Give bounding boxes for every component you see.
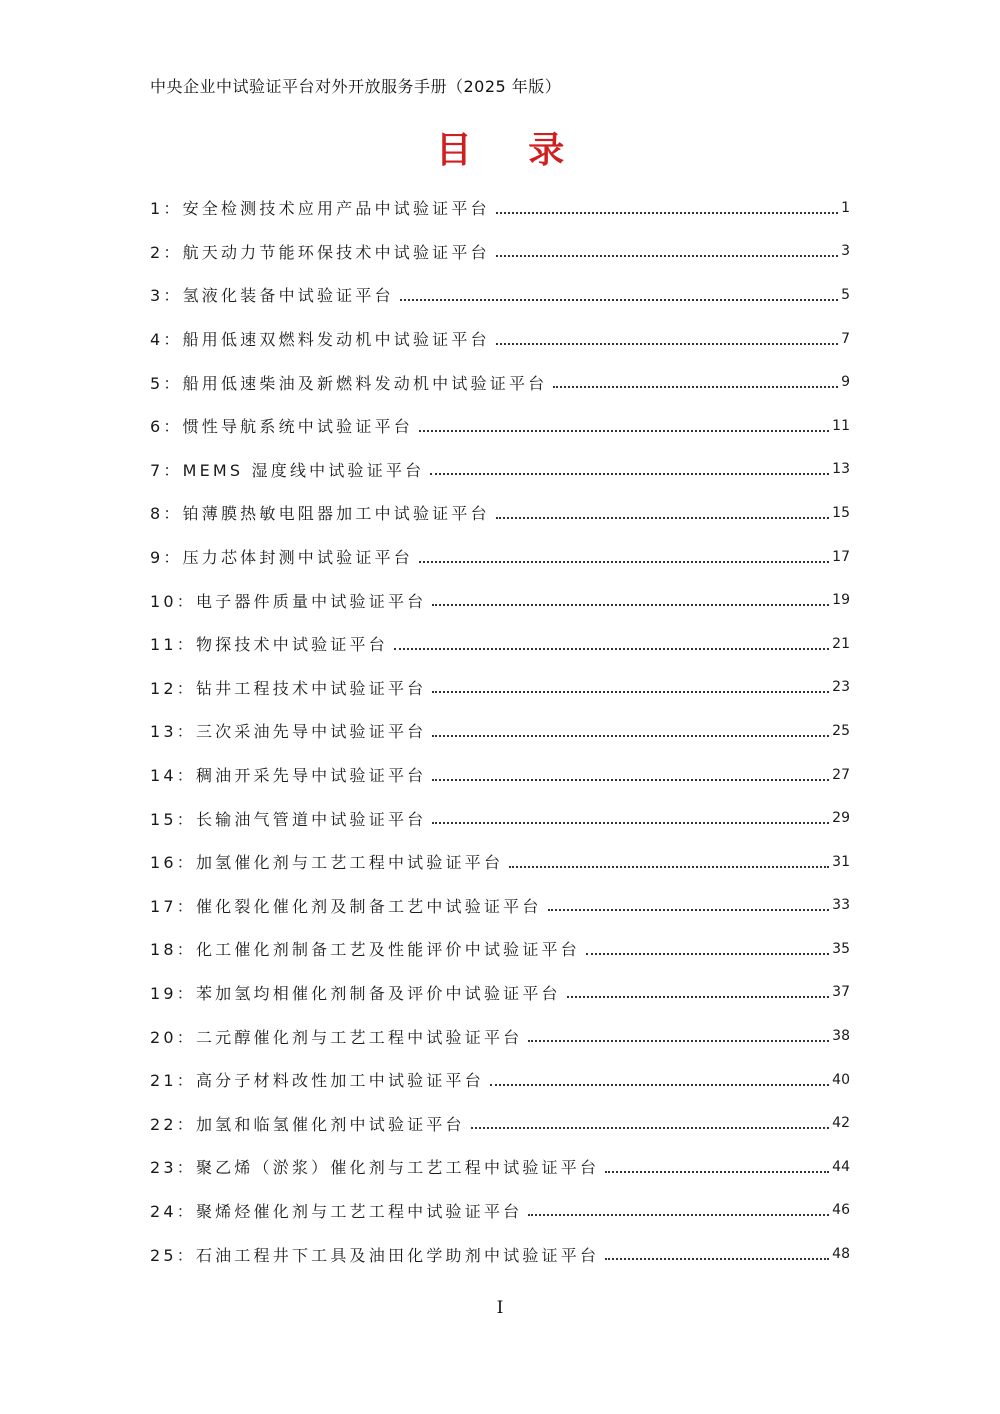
toc-entry-label: 16：加氢催化剂与工艺工程中试验证平台 [150,853,504,873]
toc-entry[interactable] [150,1145,850,1189]
toc-entry-page: 11 [832,417,850,434]
toc-dot-leader [586,953,829,955]
toc-entry-page: 13 [832,461,850,478]
toc-entry[interactable] [150,1101,850,1145]
toc-entry-label: 10：电子器件质量中试验证平台 [150,591,427,611]
toc-entry-page: 33 [832,897,850,914]
toc-entry-label: 23：聚乙烯（淤浆）催化剂与工艺工程中试验证平台 [150,1158,600,1178]
toc-entry-page: 38 [832,1028,850,1045]
toc-entry-label: 3：氢液化装备中试验证平台 [150,286,394,306]
toc-entry-page: 15 [832,504,850,521]
toc-entry-label: 7：MEMS 湿度线中试验证平台 [150,460,425,480]
toc-entry-page: 40 [832,1071,850,1088]
running-header: 中央企业中试验证平台对外开放服务手册（2025 年版） [150,77,562,96]
toc-dot-leader [490,1084,829,1086]
toc-entry-label: 9：压力芯体封测中试验证平台 [150,548,413,568]
toc-entry[interactable] [150,709,850,753]
toc-entry-page: 31 [832,853,850,870]
toc-entry[interactable] [150,317,850,361]
toc-entry[interactable] [150,666,850,710]
toc-entry[interactable] [150,971,850,1015]
toc-entry-label: 20：二元醇催化剂与工艺工程中试验证平台 [150,1027,523,1047]
toc-dot-leader [496,517,829,519]
toc-dot-leader [528,1040,829,1042]
toc-dot-leader [432,822,829,824]
toc-entry-label: 18：化工催化剂制备工艺及性能评价中试验证平台 [150,940,580,960]
toc-dot-leader [432,735,829,737]
toc-entry-page: 48 [832,1246,850,1263]
toc-entry[interactable] [150,404,850,448]
toc-dot-leader [394,648,829,650]
toc-entry-label: 8：铂薄膜热敏电阻器加工中试验证平台 [150,504,490,524]
toc-entry[interactable] [150,360,850,404]
toc-entry-page: 7 [841,330,850,347]
toc-dot-leader [419,561,829,563]
toc-list [150,186,850,1276]
toc-entry[interactable] [150,1058,850,1102]
toc-dot-leader [400,299,838,301]
toc-dot-leader [471,1127,829,1129]
toc-entry[interactable] [150,796,850,840]
toc-entry-label: 2：航天动力节能环保技术中试验证平台 [150,242,490,262]
toc-entry[interactable] [150,840,850,884]
toc-entry[interactable] [150,535,850,579]
toc-dot-leader [548,909,830,911]
toc-entry-label: 24：聚烯烃催化剂与工艺工程中试验证平台 [150,1201,523,1221]
toc-entry-page: 17 [832,548,850,565]
toc-dot-leader [509,866,829,868]
toc-dot-leader [567,996,829,998]
toc-entry-label: 19：苯加氢均相催化剂制备及评价中试验证平台 [150,983,561,1003]
toc-entry[interactable] [150,927,850,971]
toc-dot-leader [432,604,829,606]
toc-dot-leader [432,779,829,781]
toc-title: 目 录 [435,130,587,171]
toc-entry[interactable] [150,578,850,622]
page-number: I [496,1298,504,1318]
toc-entry[interactable] [150,622,850,666]
toc-entry-label: 1：安全检测技术应用产品中试验证平台 [150,199,490,219]
toc-entry-label: 22：加氢和临氢催化剂中试验证平台 [150,1114,465,1134]
toc-entry-label: 17：催化裂化催化剂及制备工艺中试验证平台 [150,896,542,916]
toc-entry-page: 25 [832,722,850,739]
toc-entry-label: 15：长输油气管道中试验证平台 [150,809,427,829]
toc-entry-page: 44 [832,1158,850,1175]
toc-entry-page: 42 [832,1115,850,1132]
toc-entry[interactable] [150,1014,850,1058]
toc-entry-page: 29 [832,810,850,827]
toc-entry-label: 5：船用低速柴油及新燃料发动机中试验证平台 [150,373,548,393]
toc-entry[interactable] [150,230,850,274]
toc-dot-leader [605,1258,829,1260]
toc-dot-leader [496,343,838,345]
toc-dot-leader [419,430,829,432]
toc-dot-leader [605,1171,829,1173]
toc-entry-page: 19 [832,592,850,609]
toc-entry-label: 6：惯性导航系统中试验证平台 [150,417,413,437]
toc-entry[interactable] [150,884,850,928]
toc-entry[interactable] [150,273,850,317]
toc-dot-leader [496,255,838,257]
toc-entry-page: 27 [832,766,850,783]
toc-entry[interactable] [150,448,850,492]
toc-dot-leader [496,212,838,214]
toc-entry[interactable] [150,1232,850,1276]
toc-entry-page: 5 [841,286,850,303]
toc-dot-leader [528,1214,829,1216]
toc-entry-page: 37 [832,984,850,1001]
toc-entry-label: 25：石油工程井下工具及油田化学助剂中试验证平台 [150,1245,600,1265]
toc-entry-label: 21：高分子材料改性加工中试验证平台 [150,1071,484,1091]
toc-entry-label: 14：稠油开采先导中试验证平台 [150,766,427,786]
toc-entry-label: 13：三次采油先导中试验证平台 [150,722,427,742]
toc-entry-page: 23 [832,679,850,696]
toc-entry-page: 1 [841,199,850,216]
toc-entry[interactable] [150,1189,850,1233]
toc-entry-page: 9 [841,374,850,391]
toc-entry-page: 46 [832,1202,850,1219]
toc-dot-leader [430,473,829,475]
toc-entry[interactable] [150,491,850,535]
toc-entry-page: 35 [832,940,850,957]
toc-entry-label: 4：船用低速双燃料发动机中试验证平台 [150,330,490,350]
toc-entry-page: 21 [832,635,850,652]
toc-entry-page: 3 [841,243,850,260]
toc-dot-leader [432,691,829,693]
toc-dot-leader [553,386,838,388]
toc-entry-label: 11：物探技术中试验证平台 [150,635,388,655]
toc-entry-label: 12：钻井工程技术中试验证平台 [150,678,427,698]
toc-entry[interactable] [150,753,850,797]
toc-entry[interactable] [150,186,850,230]
